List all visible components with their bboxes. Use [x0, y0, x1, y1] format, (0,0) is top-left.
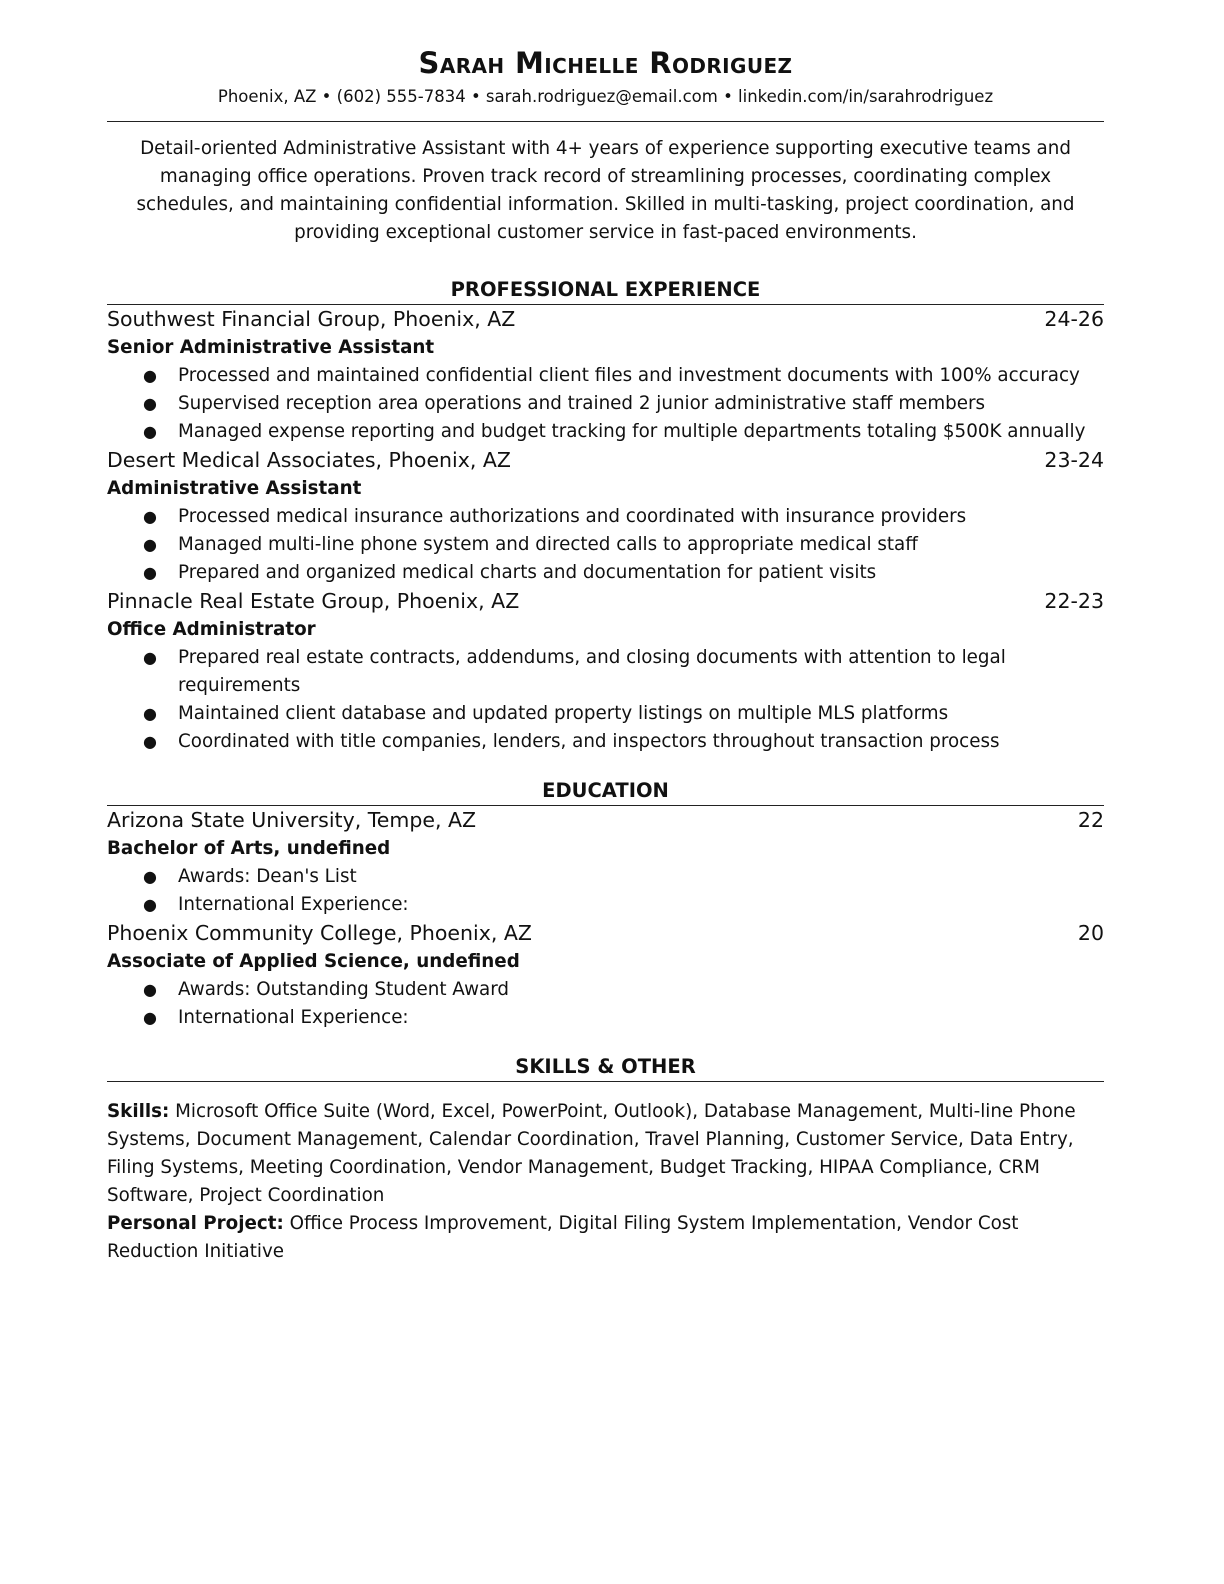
bullet-icon: ●	[143, 394, 157, 413]
list-item: ● International Experience:	[107, 1004, 1104, 1032]
section-title-education: EDUCATION	[542, 779, 669, 802]
entry-dates: 24-26	[1044, 307, 1104, 331]
bullet-icon: ●	[143, 535, 157, 554]
skills-list: Microsoft Office Suite (Word, Excel, PowerPoint, Outlook), Database Management, Multi-line Phone Systems, Document Management, Calendar Coordination, Travel Planning, Customer Service, Data Entry, Filing Systems, Meeting Coordination, Vendor Management, Budget Tracking, HIPAA Compliance, CRM Software, Project Coordination	[107, 1101, 1076, 1206]
institution: Phoenix Community College, Phoenix, AZ	[107, 921, 532, 945]
job-title: Office Administrator	[107, 619, 316, 640]
resume-content	[107, 44, 1104, 1266]
education-entry	[107, 919, 1104, 1032]
section-title-experience: PROFESSIONAL EXPERIENCE	[450, 278, 761, 301]
list-item: ● Managed multi-line phone system and directed calls to appropriate medical staff	[107, 531, 1104, 559]
experience-section	[107, 277, 1104, 756]
entry-header	[107, 806, 1104, 835]
education-section	[107, 778, 1104, 1032]
entry-header	[107, 446, 1104, 475]
bullet-icon: ●	[143, 704, 157, 723]
list-item: ● International Experience:	[107, 891, 1104, 919]
bullet-icon: ●	[143, 1008, 157, 1027]
education-entry	[107, 806, 1104, 919]
section-divider	[107, 1081, 1104, 1082]
list-item: ● Maintained client database and updated property listings on multiple MLS platforms	[107, 700, 1104, 728]
personal-project-paragraph	[107, 1210, 1104, 1266]
professional-summary: Detail-oriented Administrative Assistant with 4+ years of experience supporting executive teams and managing office operations. Proven track record of streamlining processes, coordinating complex schedules, and maintaining confidential information. Skilled in multi-tasking, project coordination, and providing exceptional customer service in fast-paced environments.	[136, 138, 1075, 243]
list-item: ● Prepared and organized medical charts and documentation for patient visits	[107, 559, 1104, 587]
list-item: ● Coordinated with title companies, lenders, and inspectors throughout transaction process	[107, 728, 1104, 756]
bullet-list	[107, 976, 1104, 1032]
entry-dates: 20	[1077, 921, 1104, 945]
institution: Arizona State University, Tempe, AZ	[107, 808, 477, 832]
entry-dates: 22-23	[1044, 589, 1104, 613]
contact-line: Phoenix, AZ • (602) 555-7834 • sarah.rodriguez@email.com • linkedin.com/in/sarahrodriguez	[217, 87, 994, 106]
bullet-list	[107, 503, 1104, 587]
bullet-icon: ●	[143, 648, 157, 667]
bullet-icon: ●	[143, 980, 157, 999]
bullet-list	[107, 362, 1104, 446]
entry-dates: 23-24	[1044, 448, 1104, 472]
bullet-icon: ●	[143, 895, 157, 914]
entry-header	[107, 587, 1104, 616]
bullet-icon: ●	[143, 366, 157, 385]
list-item: ● Awards: Dean's List	[107, 863, 1104, 891]
header-divider	[107, 121, 1104, 122]
bullet-icon: ●	[143, 422, 157, 441]
personal-project-label: Personal Project:	[107, 1213, 284, 1234]
list-item: ● Awards: Outstanding Student Award	[107, 976, 1104, 1004]
list-item: ● Managed expense reporting and budget tracking for multiple departments totaling $500K annually	[107, 418, 1104, 446]
bullet-icon: ●	[143, 867, 157, 886]
employer: Southwest Financial Group, Phoenix, AZ	[107, 307, 516, 331]
experience-entry	[107, 587, 1104, 756]
employer: Pinnacle Real Estate Group, Phoenix, AZ	[107, 589, 520, 613]
list-item: ● Processed and maintained confidential client files and investment documents with 100% accuracy	[107, 362, 1104, 390]
personal-project-list: Office Process Improvement, Digital Filing System Implementation, Vendor Cost Reduction Initiative	[107, 1213, 1019, 1262]
degree: Bachelor of Arts, undefined	[107, 838, 391, 859]
list-item: ● Processed medical insurance authorizations and coordinated with insurance providers	[107, 503, 1104, 531]
entry-dates: 22	[1077, 808, 1104, 832]
candidate-name: Sarah Michelle Rodriguez	[418, 46, 793, 80]
list-item: ● Prepared real estate contracts, addendums, and closing documents with attention to legal requirements	[107, 644, 1104, 700]
bullet-icon: ●	[143, 732, 157, 751]
bullet-list	[107, 644, 1104, 756]
entry-header	[107, 919, 1104, 948]
bullet-icon: ●	[143, 563, 157, 582]
bullet-icon: ●	[143, 507, 157, 526]
bullet-list	[107, 863, 1104, 919]
job-title: Senior Administrative Assistant	[107, 337, 435, 358]
experience-entry	[107, 305, 1104, 446]
job-title: Administrative Assistant	[107, 478, 362, 499]
entry-header	[107, 305, 1104, 334]
skills-paragraph	[107, 1098, 1104, 1210]
skills-label: Skills:	[107, 1101, 170, 1122]
employer: Desert Medical Associates, Phoenix, AZ	[107, 448, 511, 472]
list-item: ● Supervised reception area operations and trained 2 junior administrative staff members	[107, 390, 1104, 418]
section-title-skills: SKILLS & OTHER	[515, 1055, 696, 1078]
degree: Associate of Applied Science, undefined	[107, 951, 520, 972]
experience-entry	[107, 446, 1104, 587]
skills-section	[107, 1054, 1104, 1266]
